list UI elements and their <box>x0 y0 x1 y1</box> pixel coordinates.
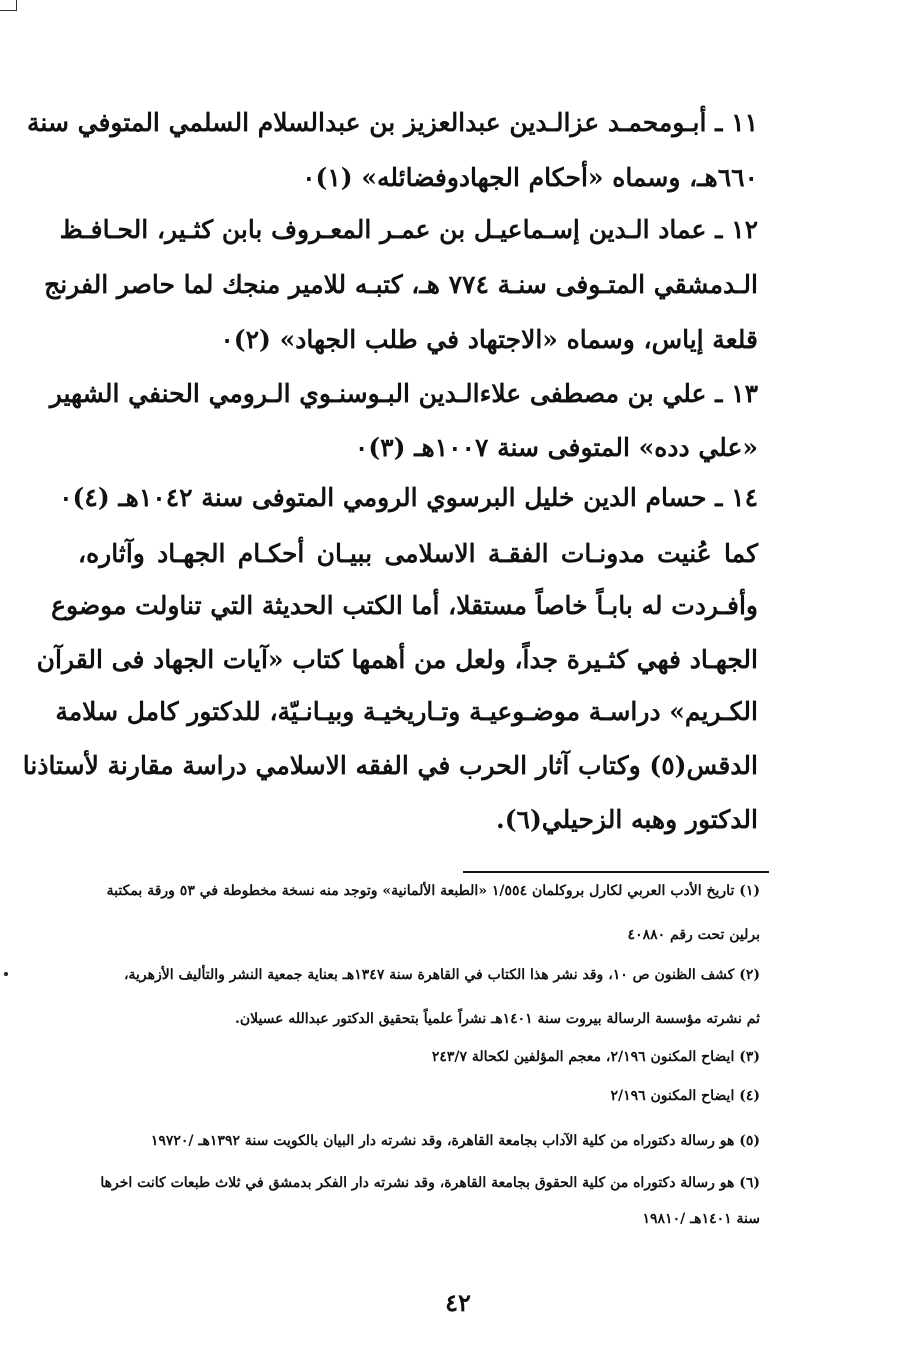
text-line-9: كما عُنيت مدونـات الفقـة الاسلامى ببيـان أحكـام الجهـاد وآثاره، <box>78 539 758 568</box>
text-line-3: ١٢ ـ عماد الـدين إسـماعيـل بن عمـر المعـروف بابن كثـير، الحـافـظ <box>59 215 758 244</box>
footnote-5: (٥) هو رسالة دكتوراه من كلية الآداب بجامعة القاهرة، وقد نشرته دار البيان بالكويت سنة ١٣٩٢هـ /١٩٧٢٠ <box>150 1133 760 1149</box>
footnote-1: (١) تاريخ الأدب العربي لكارل بروكلمان ١/٥٥٤ «الطبعة الألمانية» وتوجد منه نسخة مخطوطة في ٥٣ ورقة بمكتبة <box>106 883 760 899</box>
footnote-separator <box>463 871 769 873</box>
footnote-2: (٢) كشف الظنون ص ١٠، وقد نشر هذا الكتاب في القاهرة سنة ١٣٤٧هـ بعناية جمعية النشر والتأليف الأزهرية، <box>123 967 760 983</box>
text-line-4: الـدمشقي المتـوفى سنـة ٧٧٤ هـ، كتبـه للامير منجك لما حاصر الفرنج <box>44 270 758 299</box>
page-number: ٤٢ <box>445 1288 471 1317</box>
text-line-7: «علي دده» المتوفى سنة ١٠٠٧هـ (٣)٠ <box>354 433 758 462</box>
text-line-5: قلعة إياس، وسماه «الاجتهاد في طلب الجهاد» (٢)٠ <box>220 325 758 354</box>
text-line-10: وأفـردت له بابـاً خاصاً مستقلا، أما الكتب الحديثة التي تناولت موضوع <box>51 591 758 620</box>
text-line-1: ١١ ـ أبـومحمـد عزالـدين عبدالعزيز بن عبدالسلام السلمي المتوفي سنة <box>27 108 758 137</box>
text-line-14: الدكتور وهبه الزحيلي(٦). <box>495 805 758 834</box>
text-line-6: ١٣ ـ علي بن مصطفى علاءالـدين البـوسنـوي الـرومي الحنفي الشهير <box>49 379 758 408</box>
text-line-13: الدقس(٥) وكتاب آثار الحرب في الفقه الاسلامي دراسة مقارنة لأستاذنا <box>22 751 758 780</box>
footnote-2-continued: ثم نشرته مؤسسة الرسالة بيروت سنة ١٤٠١هـ نشراً علمياً بتحقيق الدكتور عبدالله عسيلان. <box>234 1011 760 1027</box>
footnote-6-continued: سنة ١٤٠١هـ /١٩٨١٠ <box>642 1211 760 1227</box>
text-line-12: الكـريم» دراسـة موضـوعيـة وتـاريخيـة وبيـانـيّة، للدكتور كامل سلامة <box>55 697 758 726</box>
text-line-8: ١٤ ـ حسام الدين خليل البرسوي الرومي المتوفى سنة ١٠٤٢هـ (٤)٠ <box>59 483 758 512</box>
footnote-1-continued: برلين تحت رقم ٤٠٨٨٠ <box>627 927 760 943</box>
footnote-4: (٤) ايضاح المكنون ٢/١٩٦ <box>610 1088 760 1104</box>
footnote-3: (٣) ايضاح المكنون ٢/١٩٦، معجم المؤلفين لكحالة ٢٤٣/٧ <box>431 1049 760 1065</box>
page-corner-mark <box>0 0 17 11</box>
text-line-2: ٦٦٠هـ، وسماه «أحكام الجهادوفضائله» (١)٠ <box>302 163 758 192</box>
text-line-11: الجهـاد فهي كثـيرة جداً، ولعل من أهمها كتاب «آيات الجهاد فى القرآن <box>36 645 758 674</box>
footnote-6: (٦) هو رسالة دكتوراه من كلية الحقوق بجامعة القاهرة، وقد نشرته دار الفكر بدمشق في ثلاث طبعات كانت اخرها <box>100 1175 760 1191</box>
margin-dot <box>4 972 8 976</box>
